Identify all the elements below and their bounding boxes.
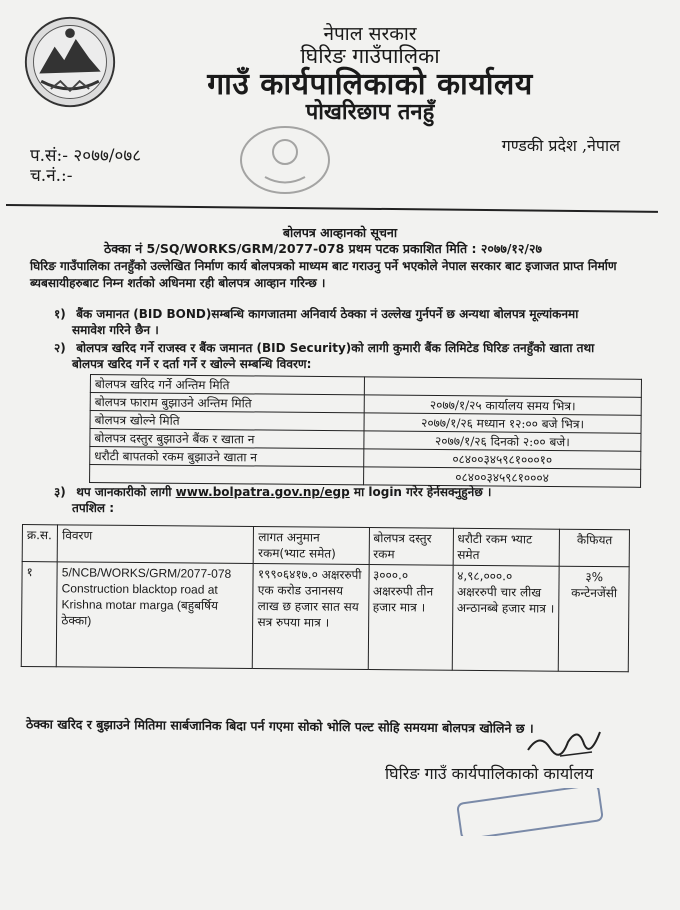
notice-title: बोलपत्र आव्हानको सूचना (282, 225, 398, 240)
office-name: गाउँ कार्यपालिकाको कार्यालय (207, 67, 533, 102)
header-deposit: धरौटी रकम भ्याट समेत (453, 528, 560, 566)
office-stamp-icon (235, 122, 335, 197)
schedule-value: ०८४००३४५९८१०००४ (364, 467, 641, 487)
header-sn: क्र.स. (22, 525, 58, 562)
cell-sn: १ (21, 562, 57, 667)
signing-office: घिरिङ गाउँ कार्यपालिकाको कार्यालय (385, 764, 594, 783)
nepal-emblem-icon (22, 14, 118, 110)
header-fee: बोलपत्र दस्तुर रकम (369, 528, 453, 566)
condition-text: मा login गरेर हेर्नसक्नुहुनेछ । (349, 485, 492, 499)
condition-text: बोलपत्र खरिद गर्ने राजस्व र बैंक जमानत (BID Security)को लागी कुमारी बैंक लिमिटेड घिरिङ तनहुँको खाता तथा (76, 341, 595, 355)
condition-number: २) (54, 341, 66, 355)
cell-fee: ३०००.० अक्षररुपी तीन हजार मात्र । (368, 565, 453, 671)
table-row (21, 562, 629, 672)
govt-name: नेपाल सरकार (323, 23, 417, 45)
condition-text-cont: बोलपत्र खरिद गर्ने र दर्ता गर्ने र खोल्ने सम्बन्धि विवरण: (72, 357, 312, 371)
schedule-table (89, 374, 642, 488)
header-divider (6, 204, 658, 213)
schedule-value (364, 377, 641, 397)
cell-remarks: ३% कन्टेनजेंसी (559, 566, 629, 672)
cell-cost: १९९०६४१७.० अक्षररुपी एक करोड उनानसय लाख छ हजार सात सय सत्र रुपया मात्र । (253, 564, 369, 670)
details-heading: तपशिल : (72, 501, 115, 515)
condition-number: १) (54, 307, 66, 321)
cell-deposit: ४,९८,०००.० अक्षररुपी चार लीख अन्ठानब्बे हजार मात्र । (452, 565, 560, 671)
schedule-value: २०७७/१/२५ कार्यालय समय भित्र। (364, 395, 641, 415)
condition-3 (54, 484, 514, 516)
province-name: गण्डकी प्रदेश ,नेपाल (501, 136, 620, 155)
condition-text-cont: समावेश गरिने छैन । (72, 323, 159, 337)
schedule-value: ०८४००३४५९८१०००१० (364, 449, 641, 469)
schedule-value: २०७७/१/२६ मध्यान १२:०० बजे भित्र। (364, 413, 641, 433)
schedule-label: बोलपत्र फाराम बुझाउने अन्तिम मिति (90, 393, 364, 413)
contract-table (21, 524, 630, 672)
schedule-label: धरौटी बापतको रकम बुझाउने खाता न (90, 447, 364, 467)
reference-number: प.सं:- २०७७/०७८ (30, 146, 142, 166)
official-seal-icon (455, 788, 605, 836)
header-description: विवरण (57, 525, 253, 564)
municipality-name: घिरिङ गाउँपालिका (300, 44, 440, 68)
condition-text: बैंक जमानत (BID BOND)सम्बन्धि कागजातमा अनिवार्य ठेक्का नं उल्लेख गुर्नपर्ने छ अन्यथा बोलपत्र मूल्यांकनमा (76, 307, 579, 321)
schedule-label (90, 465, 364, 485)
schedule-value: २०७७/१/२६ दिनको २:०० बजे। (364, 431, 641, 451)
schedule-label: बोलपत्र खरिद गर्ने अन्तिम मिति (90, 375, 364, 395)
condition-number: ३) (54, 485, 66, 499)
schedule-label: बोलपत्र खोल्ने मिति (90, 411, 364, 431)
schedule-label: बोलपत्र दस्तुर बुझाउने बैंक र खाता न (90, 429, 364, 449)
header-remarks: कैफियत (560, 529, 630, 567)
condition-2 (54, 340, 644, 372)
header-cost: लागत अनुमान रकम(भ्याट समेत) (254, 527, 369, 565)
holiday-note: ठेक्का खरिद र बुझाउने मितिमा सार्बजानिक बिदा पर्न गएमा सोको भोलि पल्ट सोहि समयमा बोलपत्र खोलिने छ । (25, 716, 534, 736)
condition-text: थप जानकारीको लागी (76, 485, 176, 499)
table-header-row (22, 525, 629, 567)
bolpatra-link[interactable]: www.bolpatra.gov.np/egp (175, 485, 350, 499)
cell-description: 5/NCB/WORKS/GRM/2077-078 Construction blacktop road at Krishna motar marga (बहुबर्षिय ठेक्का) (56, 562, 253, 669)
condition-1 (54, 306, 644, 338)
dispatch-number: च.नं.:- (30, 166, 73, 186)
contract-ref-line: ठेक्का नं 5/SQ/WORKS/GRM/2077-078 प्रथम पटक प्रकाशित मिति : २०७७/१२/२७ (104, 241, 542, 256)
notice-intro: घिरिङ गाउँपालिका तनहुँको उल्लेखित निर्माण कार्य बोलपत्रको माध्यम बाट गराउनु पर्ने भएकोले नेपाल सरकार बाट इजाजत प्राप्त निर्माण ब्यबसायीहरुबाट निम्न शर्तको अधिनमा रही बोलपत्र आव्हान गरिन्छ । (30, 259, 617, 290)
office-location: पोखरिछाप तनहुँ (305, 99, 435, 125)
